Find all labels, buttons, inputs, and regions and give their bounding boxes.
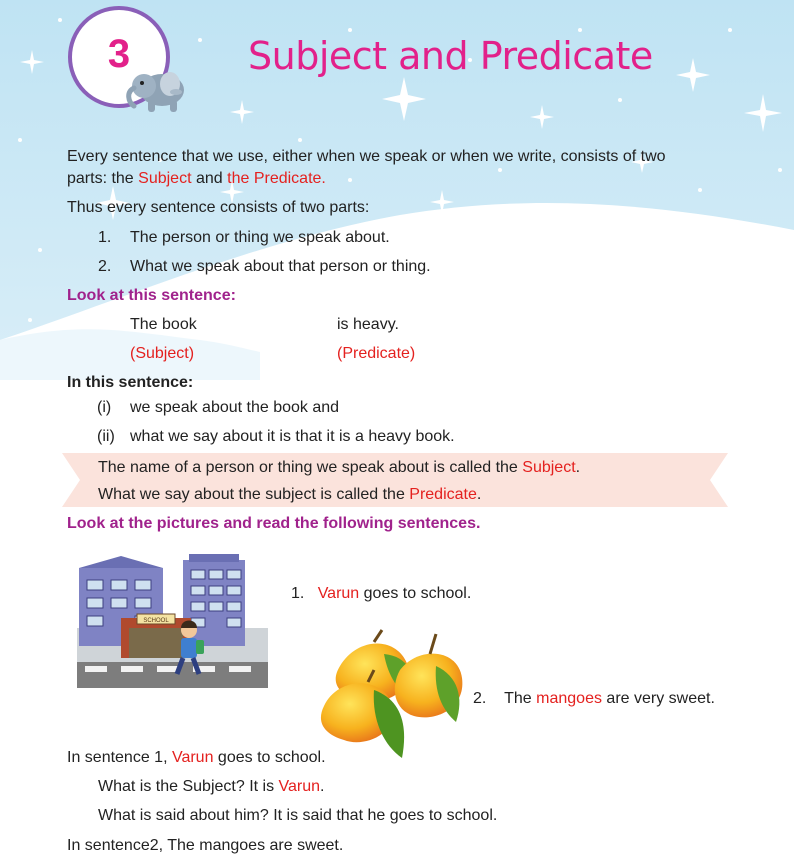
sentence-number: 1.: [291, 585, 305, 602]
look-pictures-heading: Look at the pictures and read the following sentences.: [67, 515, 481, 532]
example-subject-label: (Subject): [130, 345, 195, 362]
analysis-subject: Varun: [171, 749, 214, 766]
school-sign: SCHOOL: [143, 618, 169, 624]
subject-definition: [98, 459, 580, 477]
intro-subject-word: Subject: [138, 170, 192, 187]
part-number: 1.: [98, 229, 112, 246]
intro-line-2: [67, 170, 326, 188]
question-predicate: What is said about him? It is said that he goes to school.: [98, 807, 498, 824]
predicate-definition-text: What we say about the subject is called the: [98, 486, 410, 503]
sentence-number: 2.: [473, 690, 487, 707]
point-number: (i): [97, 399, 112, 416]
point-text: what we say about it is that it is a heavy book.: [130, 428, 455, 445]
sentence-subject: mangoes: [536, 690, 602, 707]
thus-line: Thus every sentence consists of two parts:: [67, 199, 370, 216]
point-text: we speak about the book and: [130, 399, 340, 416]
school-illustration: [77, 550, 268, 688]
predicate-definition: [98, 486, 481, 504]
subject-word: Subject: [522, 459, 576, 476]
predicate-definition-end: .: [476, 486, 482, 503]
example-predicate: is heavy.: [337, 316, 399, 333]
sentence-subject: Varun: [317, 585, 360, 602]
analysis-rest: goes to school.: [213, 749, 326, 766]
mangoes-illustration: [318, 626, 468, 762]
sentence-2: [473, 690, 715, 708]
part-number: 2.: [98, 258, 112, 275]
analysis-sentence-1: [67, 749, 326, 767]
in-this-sentence-heading: In this sentence:: [67, 374, 194, 391]
elephant-icon: [124, 62, 190, 118]
analysis-intro: In sentence 1,: [67, 749, 172, 766]
answer-subject: Varun: [278, 778, 321, 795]
question-text: What is the Subject? It is: [98, 778, 279, 795]
subject-definition-text: The name of a person or thing we speak about is called the: [98, 459, 523, 476]
part-text: The person or thing we speak about.: [130, 229, 390, 246]
question-end: .: [320, 778, 325, 795]
intro-and-text: and: [191, 170, 228, 187]
part-text: What we speak about that person or thing.: [130, 258, 431, 275]
intro-line-1: Every sentence that we use, either when we speak or when we write, consists of two: [67, 148, 666, 165]
example-subject: The book: [130, 316, 197, 333]
sentence-pre: The: [504, 690, 537, 707]
chapter-title: Subject and Predicate: [248, 34, 653, 78]
subject-definition-end: .: [575, 459, 581, 476]
predicate-word: Predicate: [409, 486, 477, 503]
sentence-1: [291, 585, 471, 603]
intro-parts-text: parts: the: [67, 170, 139, 187]
look-sentence-heading: Look at this sentence:: [67, 287, 236, 304]
analysis-sentence-2: In sentence2, The mangoes are sweet.: [67, 837, 344, 854]
intro-predicate-word: the Predicate.: [227, 170, 326, 187]
point-number: (ii): [97, 428, 115, 445]
sentence-rest: are very sweet.: [601, 690, 715, 707]
chapter-number: 3: [107, 32, 131, 76]
sentence-rest: goes to school.: [359, 585, 472, 602]
question-subject: [98, 778, 325, 796]
example-predicate-label: (Predicate): [337, 345, 416, 362]
